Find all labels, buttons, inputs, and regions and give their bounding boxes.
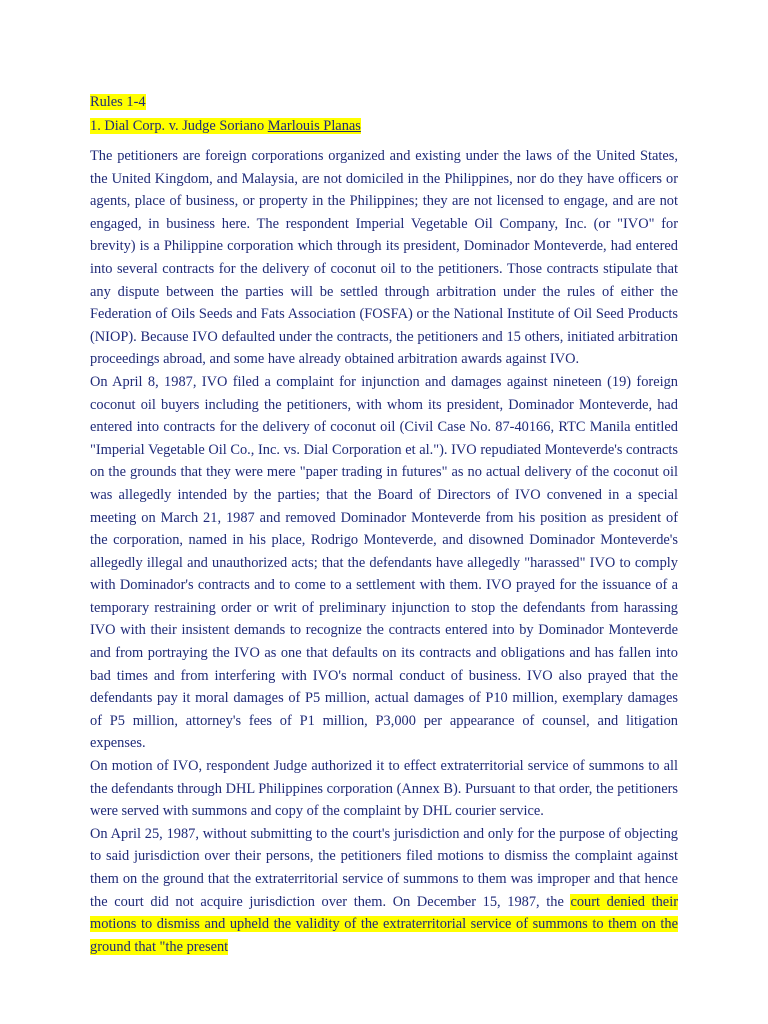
rules-heading-highlight: Rules 1-4 [90, 94, 146, 110]
paragraph-motions [90, 823, 678, 959]
paragraph-facts: The petitioners are foreign corporations organized and existing under the laws of the United States, the United Kingdom, and Malaysia, are not domiciled in the Philippines, nor do they have officers or agents, place of business, or property in the Philippines; they are not licensed to engage, and are not engaged, in business here. The respondent Imperial Vegetable Oil Company, Inc. (or "IVO" for brevity) is a Philippine corporation which through its president, Dominador Monteverde, had entered into several contracts for the delivery of coconut oil to the petitioners. Those contracts stipulate that any dispute between the parties will be settled through arbitration under the rules of either the Federation of Oils Seeds and Fats Association (FOSFA) or the National Institute of Oil Seed Products (NIOP). Because IVO defaulted under the contracts, the petitioners and 15 others, initiated arbitration proceedings abroad, and some have already obtained arbitration awards against IVO. [90, 148, 678, 368]
paragraph-summons: On motion of IVO, respondent Judge authorized it to effect extraterritorial service of summons to all the defendants through DHL Philippines corporation (Annex B). Pursuant to that order, the petitioners were served with summons and copy of the complaint by DHL courier service. [90, 758, 678, 820]
case-heading-highlight [90, 118, 361, 134]
paragraph-motions-text: On April 25, 1987, without submitting to the court's jurisdiction and only for the purpose of objecting to said jurisdiction over their persons, the petitioners filed motions to dismiss the complaint against them on the ground that the extraterritorial service of summons to them was improper and that hence the court did not acquire jurisdiction over them. On December 15, 1987, the [90, 825, 678, 910]
paragraph-motions-highlight: court denied their motions to dismiss and upheld the validity of the extraterritorial service of summons to them on the ground that "the present [90, 893, 678, 955]
case-title: 1. Dial Corp. v. Judge Soriano [90, 118, 265, 134]
document-body [90, 91, 678, 958]
case-heading [90, 115, 678, 137]
rules-heading [90, 91, 678, 113]
paragraph-complaint: On April 8, 1987, IVO filed a complaint for injunction and damages against nineteen (19) foreign coconut oil buyers including the petitioners, with whom its president, Dominador Monteverde, had entered into contracts for the delivery of coconut oil (Civil Case No. 87-40166, RTC Manila entitled "Imperial Vegetable Oil Co., Inc. vs. Dial Corporation et al."). IVO repudiated Monteverde's contracts on the grounds that they were mere "paper trading in futures" as no actual delivery of the coconut oil was allegedly intended by the parties; that the Board of Directors of IVO convened in a special meeting on March 21, 1987 and removed Dominador Monteverde from his position as president of the corporation, named in his place, Rodrigo Monteverde, and disowned Dominador Monteverde's allegedly illegal and unauthorized acts; that the defendants have allegedly "harassed" IVO to comply with Dominador's contracts and to come to a settlement with them. IVO prayed for the issuance of a temporary restraining order or writ of preliminary injunction to stop the defendants from harassing IVO with their insistent demands to recognize the contracts entered into by Dominador Monteverde and from portraying the IVO as one that defaults on its contracts and obligations and has fallen into bad times and from interfering with IVO's normal conduct of business. IVO also prayed that the defendants pay it moral damages of P5 million, actual damages of P10 million, exemplary damages of P5 million, attorney's fees of P1 million, P3,000 per appearance of counsel, and litigation expenses. [90, 373, 678, 752]
case-author: Marlouis Planas [267, 118, 361, 134]
